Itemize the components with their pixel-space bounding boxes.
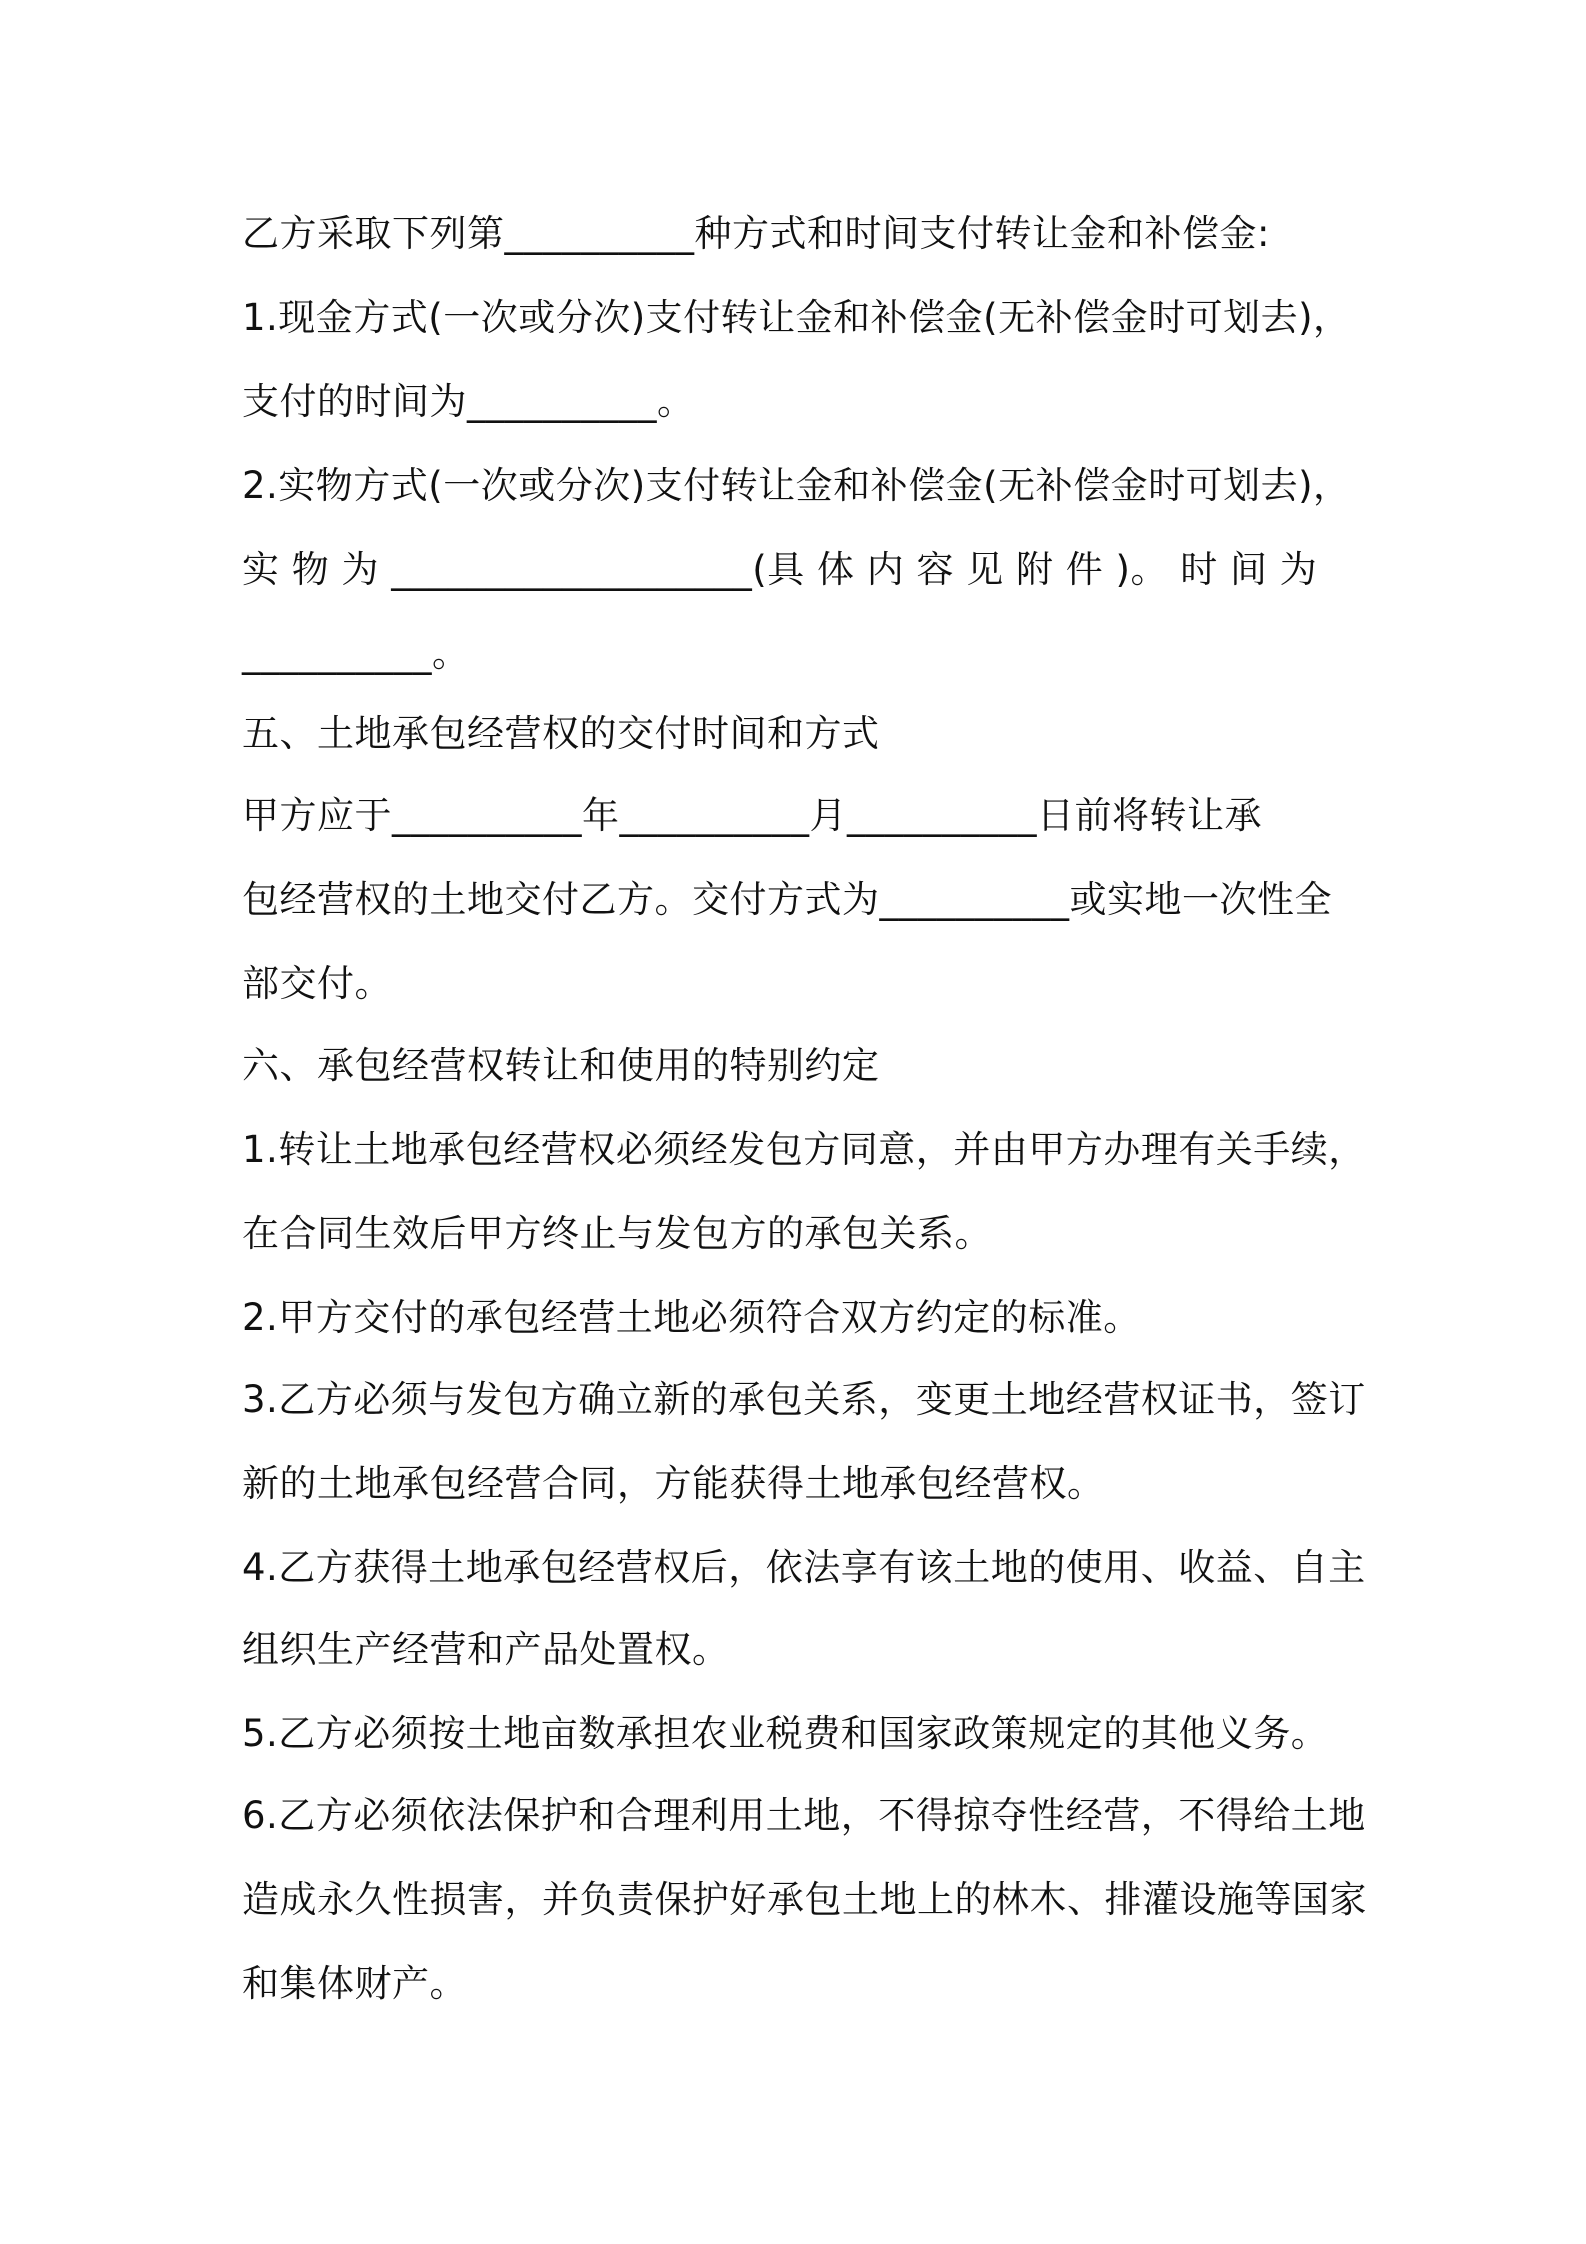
clause-1-line-2: 在合同生效后甲方终止与发包方的承包关系。 (242, 1212, 992, 1255)
clause-2: 2.甲方交付的承包经营土地必须符合双方约定的标准。 (242, 1296, 1141, 1339)
payment-option-1-time: 支付的时间为__________。 (242, 380, 695, 423)
clause-6-line-2: 造成永久性损害，并负责保护好承包土地上的林木、排灌设施等国家 (242, 1878, 1367, 1921)
payment-option-2-time: __________。 (242, 632, 470, 675)
clause-6-line-1: 6.乙方必须依法保护和合理利用土地，不得掠夺性经营，不得给土地 (242, 1794, 1366, 1837)
clause-1-line-1: 1.转让土地承包经营权必须经发包方同意，并由甲方办理有关手续， (242, 1128, 1366, 1171)
clause-3-line-1: 3.乙方必须与发包方确立新的承包关系，变更土地经营权证书，签订 (242, 1378, 1366, 1421)
delivery-date: 甲方应于__________年__________月__________日前将转让承 (242, 794, 1262, 837)
clause-4-line-2: 组织生产经营和产品处置权。 (242, 1628, 730, 1671)
section-six-heading: 六、承包经营权转让和使用的特别约定 (242, 1044, 880, 1087)
payment-option-2-goods: 实 物 为 ___________________(具 体 内 容 见 附 件 )。 时 间 为 (242, 548, 1318, 591)
payment-option-2: 2.实物方式(一次或分次)支付转让金和补偿金(无补偿金时可划去)， (242, 464, 1351, 507)
payment-method-intro: 乙方采取下列第__________种方式和时间支付转让金和补偿金: (242, 212, 1270, 255)
delivery-method-end: 部交付。 (242, 962, 392, 1005)
section-five-heading: 五、土地承包经营权的交付时间和方式 (242, 712, 880, 755)
payment-option-1: 1.现金方式(一次或分次)支付转让金和补偿金(无补偿金时可划去)， (242, 296, 1351, 339)
clause-4-line-1: 4.乙方获得土地承包经营权后，依法享有该土地的使用、收益、自主 (242, 1546, 1366, 1589)
clause-5: 5.乙方必须按土地亩数承担农业税费和国家政策规定的其他义务。 (242, 1712, 1329, 1755)
clause-3-line-2: 新的土地承包经营合同，方能获得土地承包经营权。 (242, 1462, 1105, 1505)
clause-6-line-3: 和集体财产。 (242, 1962, 467, 2005)
delivery-method: 包经营权的土地交付乙方。交付方式为__________或实地一次性全 (242, 878, 1332, 921)
